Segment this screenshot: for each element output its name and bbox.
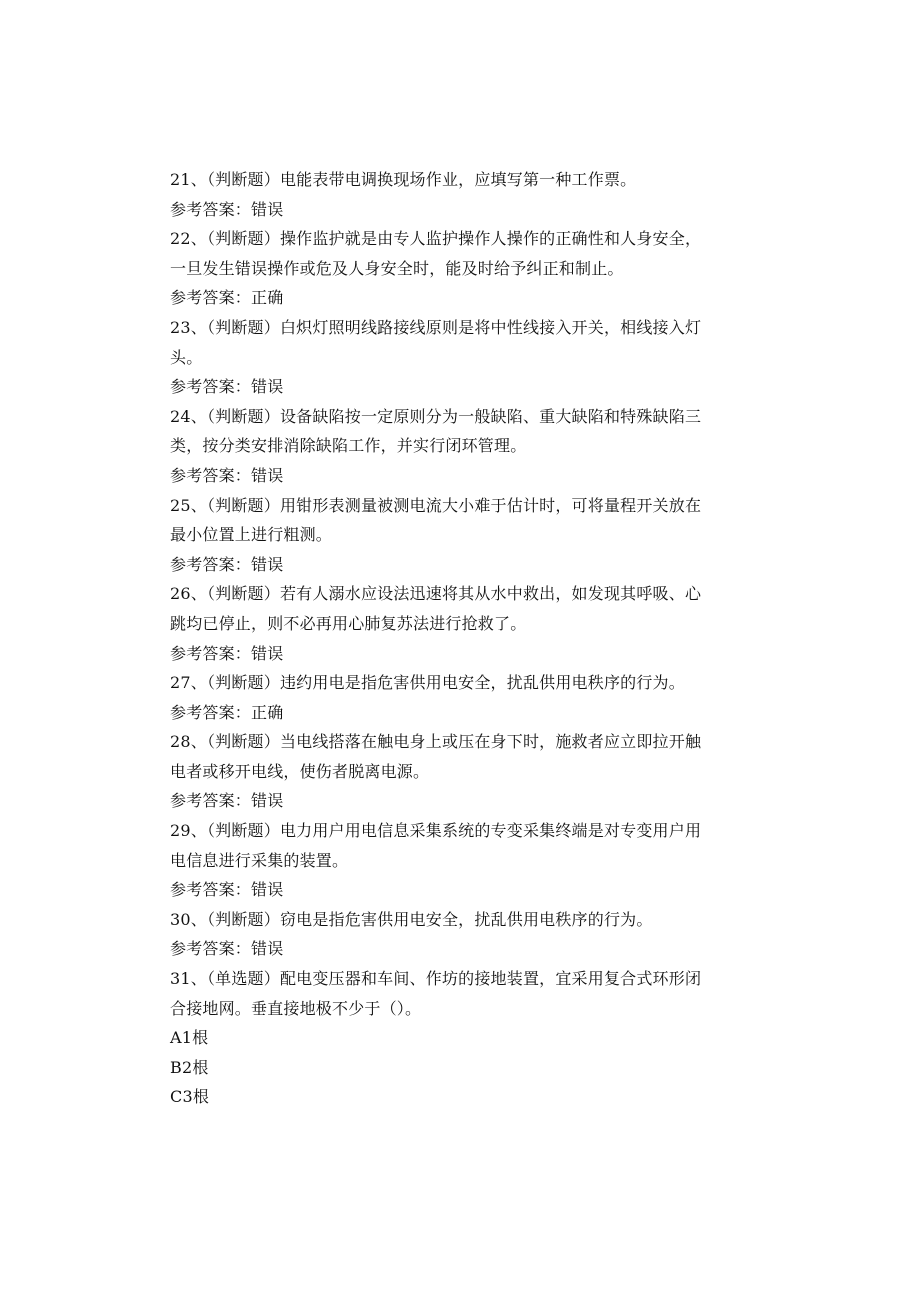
q24-answer: 参考答案：错误 bbox=[170, 465, 284, 485]
q27-answer: 参考答案：正确 bbox=[170, 702, 284, 722]
q26-text-line1: 26、（判断题）若有人溺水应设法迅速将其从水中救出，如发现其呼吸、心 bbox=[170, 584, 702, 604]
q31-text-line2: 合接地网。垂直接地极不少于（）。 bbox=[170, 998, 422, 1018]
q31-text-line1: 31、（单选题）配电变压器和车间、作坊的接地装置，宜采用复合式环形闭 bbox=[170, 969, 702, 989]
q25-text-line2: 最小位置上进行粗测。 bbox=[170, 525, 333, 545]
q27-text: 27、（判断题）违约用电是指危害供用电安全，扰乱供用电秩序的行为。 bbox=[170, 673, 685, 693]
q23-answer: 参考答案：错误 bbox=[170, 377, 284, 397]
q29-text-line2: 电信息进行采集的装置。 bbox=[170, 850, 349, 870]
q31-option-b: B2根 bbox=[170, 1057, 209, 1077]
q21-text: 21、（判断题）电能表带电调换现场作业，应填写第一种工作票。 bbox=[170, 170, 637, 189]
q23-text-line2: 头。 bbox=[170, 347, 203, 367]
q28-answer: 参考答案：错误 bbox=[170, 791, 284, 811]
q30-text: 30、（判断题）窃电是指危害供用电安全，扰乱供用电秩序的行为。 bbox=[170, 909, 653, 929]
q28-text-line2: 电者或移开电线，使伤者脱离电源。 bbox=[170, 761, 430, 781]
q23-text-line1: 23、（判断题）白炽灯照明线路接线原则是将中性线接入开关，相线接入灯 bbox=[170, 317, 702, 337]
q24-text-line1: 24、（判断题）设备缺陷按一定原则分为一般缺陷、重大缺陷和特殊缺陷三 bbox=[170, 406, 702, 426]
q21-answer: 参考答案：错误 bbox=[170, 199, 284, 219]
q26-text-line2: 跳均已停止，则不必再用心肺复苏法进行抢救了。 bbox=[170, 613, 527, 633]
q24-text-line2: 类，按分类安排消除缺陷工作，并实行闭环管理。 bbox=[170, 436, 527, 456]
q26-answer: 参考答案：错误 bbox=[170, 643, 284, 663]
q28-text-line1: 28、（判断题）当电线搭落在触电身上或压在身下时，施救者应立即拉开触 bbox=[170, 732, 702, 752]
q31-option-c: C3根 bbox=[170, 1087, 210, 1107]
q25-answer: 参考答案：错误 bbox=[170, 554, 284, 574]
q22-text-line2: 一旦发生错误操作或危及人身安全时，能及时给予纠正和制止。 bbox=[170, 258, 624, 278]
q22-text-line1: 22、（判断题）操作监护就是由专人监护操作人操作的正确性和人身安全， bbox=[170, 229, 702, 249]
q29-text-line1: 29、（判断题）电力用户用电信息采集系统的专变采集终端是对专变用户用 bbox=[170, 821, 702, 841]
q30-answer: 参考答案：错误 bbox=[170, 939, 284, 959]
q22-answer: 参考答案：正确 bbox=[170, 288, 284, 308]
q29-answer: 参考答案：错误 bbox=[170, 880, 284, 900]
question-list bbox=[170, 165, 740, 1112]
q31-option-a: A1根 bbox=[170, 1028, 209, 1048]
q25-text-line1: 25、（判断题）用钳形表测量被测电流大小难于估计时，可将量程开关放在 bbox=[170, 495, 702, 515]
